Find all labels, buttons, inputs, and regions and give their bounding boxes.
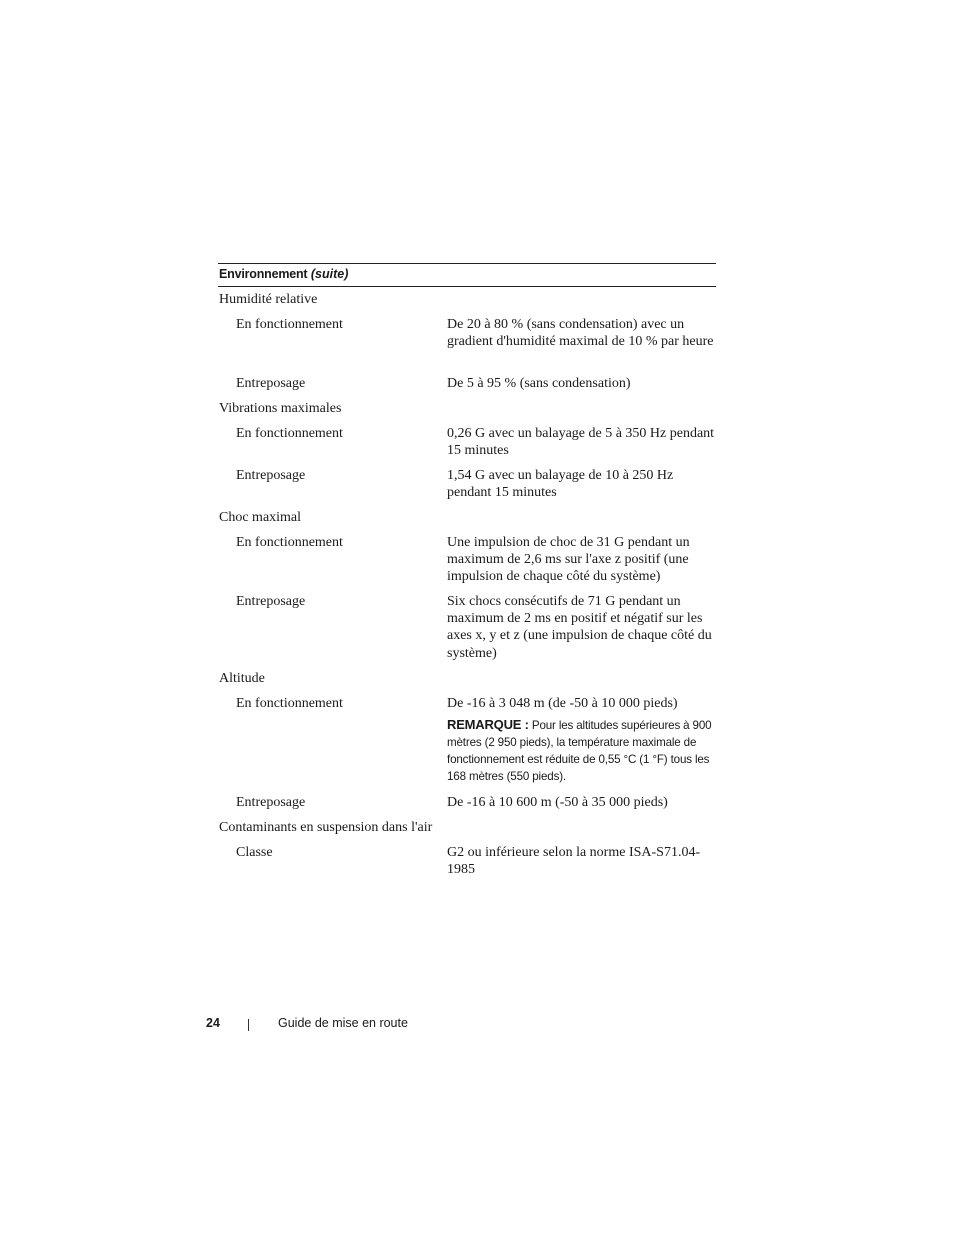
note-label: REMARQUE :: [447, 717, 529, 732]
section-label: Altitude: [219, 671, 265, 686]
note-text: Pour les altitudes supérieures à 900 mètres (2 950 pieds), la température maximale de fonctionnement est réduite de 0,55 °C (1 °F) tous les 168 mètres (550 pieds).: [447, 719, 712, 783]
item-value: Six chocs consécutifs de 71 G pendant un maximum de 2 ms en positif et négatif sur les axes x, y et z (une impulsion de chaque côté du système): [447, 594, 712, 661]
item-label: En fonctionnement: [236, 426, 343, 441]
item-value: De 5 à 95 % (sans condensation): [447, 376, 631, 391]
item-value: 1,54 G avec un balayage de 10 à 250 Hz pendant 15 minutes: [447, 468, 674, 501]
page-footer: [0, 1016, 954, 1036]
section-label: Choc maximal: [219, 510, 302, 525]
item-label: En fonctionnement: [236, 317, 343, 332]
item-value: De -16 à 10 600 m (-50 à 35 000 pieds): [447, 795, 668, 810]
item-label: Entreposage: [236, 594, 306, 609]
footer-separator: [248, 1019, 249, 1031]
item-value: 0,26 G avec un balayage de 5 à 350 Hz pendant 15 minutes: [447, 426, 715, 459]
item-label: Entreposage: [236, 795, 306, 810]
item-value: De 20 à 80 % (sans condensation) avec un gradient d'humidité maximal de 10 % par heure: [447, 317, 714, 350]
altitude-note: [447, 716, 717, 785]
table-header: [218, 263, 716, 287]
item-label: Entreposage: [236, 376, 306, 391]
item-label: Classe: [236, 845, 273, 860]
section-label: Contaminants en suspension dans l'air: [219, 820, 433, 835]
section-label: Humidité relative: [219, 292, 318, 307]
environment-spec-table: [218, 263, 716, 878]
item-value: G2 ou inférieure selon la norme ISA-S71.04-1985: [447, 845, 701, 878]
table-header-suffix: (suite): [310, 267, 349, 281]
section-label: Vibrations maximales: [219, 401, 342, 416]
item-value: Une impulsion de choc de 31 G pendant un maximum de 2,6 ms sur l'axe z positif (une impulsion de chaque côté du système): [447, 535, 690, 585]
footer-title: Guide de mise en route: [278, 1016, 408, 1030]
item-label: En fonctionnement: [236, 696, 343, 711]
page-number: 24: [206, 1016, 220, 1030]
item-label: En fonctionnement: [236, 535, 343, 550]
item-value: De -16 à 3 048 m (de -50 à 10 000 pieds): [447, 696, 678, 711]
table-header-title: Environnement: [219, 267, 308, 281]
item-label: Entreposage: [236, 468, 306, 483]
